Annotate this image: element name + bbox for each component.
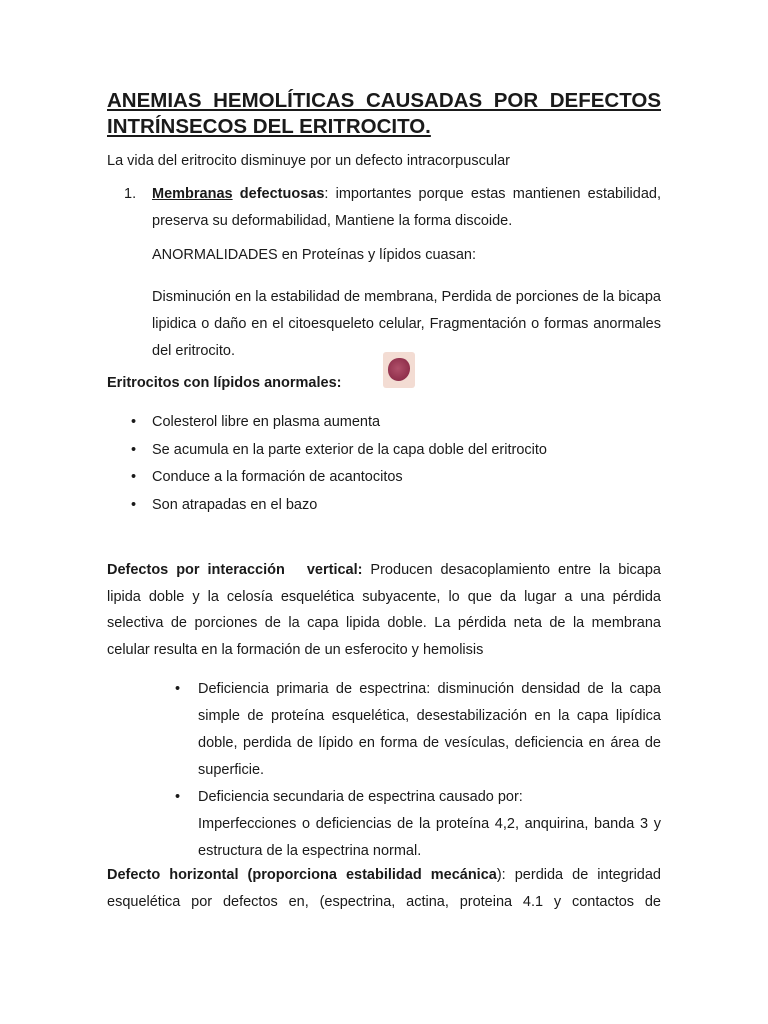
horizontal-defect-paragraph xyxy=(107,862,661,916)
list-item: • Deficiencia secundaria de espectrina causado por: Imperfecciones o deficiencias de la proteína 4,2, anquirina, banda 3 y estructura de la espectrina normal. xyxy=(198,784,661,865)
vertical-defects-paragraph xyxy=(107,557,661,663)
vertical-heading-b: vertical: xyxy=(306,562,363,578)
horizontal-text: ): perdida de integridad esquelética por defectos en, (espectrina, actina, proteina 4.1 y contactos de xyxy=(107,867,661,910)
bullet-icon: • xyxy=(131,414,137,430)
acanthocyte-image xyxy=(383,352,415,388)
list-item: • Son atrapadas en el bazo xyxy=(152,493,547,521)
list-item: • Colesterol libre en plasma aumenta xyxy=(152,410,547,438)
vertical-text: Producen desacoplamiento entre la bicapa lipida doble y la celosía esquelética subyacente, lo que da lugar a una pérdida selectiva de porciones de la capa lipida doble. La pérdida neta de la membrana celular resulta en la formación de un esferocito y hemolisis xyxy=(107,562,661,658)
intro-paragraph: La vida del eritrocito disminuye por un defecto intracorpuscular xyxy=(107,153,510,169)
document-title: ANEMIAS HEMOLÍTICAS CAUSADAS POR DEFECTOS INTRÍNSECOS DEL ERITROCITO. xyxy=(107,89,661,138)
vertical-heading-a: Defectos por interacción xyxy=(107,562,285,578)
item1-text: : importantes porque estas mantienen estabilidad, preserva su deformabilidad, Mantiene la forma discoide. xyxy=(152,186,661,229)
bullet2-subtext: Imperfecciones o deficiencias de la proteína 4,2, anquirina, banda 3 y estructura de la espectrina normal. xyxy=(198,816,661,859)
horizontal-heading: Defecto horizontal (proporciona estabilidad mecánica xyxy=(107,867,497,883)
term-membranas: Membranas xyxy=(152,186,233,202)
acanthocyte-cell xyxy=(388,358,410,381)
anormalidades-paragraph: ANORMALIDADES en Proteínas y lípidos cuasan: xyxy=(152,247,476,263)
numbered-item-membranas xyxy=(124,181,661,235)
bullet-icon: • xyxy=(175,681,181,697)
lipids-heading: Eritrocitos con lípidos anormales: xyxy=(107,375,342,391)
spectrin-list xyxy=(175,676,661,865)
term-defectuosas: defectuosas xyxy=(232,186,325,202)
list-item: • Se acumula en la parte exterior de la capa doble del eritrocito xyxy=(152,438,547,466)
item-number: 1. xyxy=(124,186,137,202)
list-item: • Conduce a la formación de acantocitos xyxy=(152,465,547,493)
disminucion-paragraph: Disminución en la estabilidad de membrana, Perdida de porciones de la bicapa lipidica o daño en el citoesqueleto celular, Fragmentación o formas anormales del eritrocito. xyxy=(152,289,661,359)
bullet-icon: • xyxy=(131,441,137,458)
bullet-icon: • xyxy=(131,496,137,513)
list-item: • Deficiencia primaria de espectrina: disminución densidad de la capa simple de proteína esquelética, desestabilización en la capa lipídica doble, perdida de lípido en forma de vesículas, deficiencia en área de superficie. xyxy=(198,676,661,784)
bullet-icon: • xyxy=(131,469,137,485)
bullet-icon: • xyxy=(175,789,181,805)
lipids-list xyxy=(131,410,547,520)
